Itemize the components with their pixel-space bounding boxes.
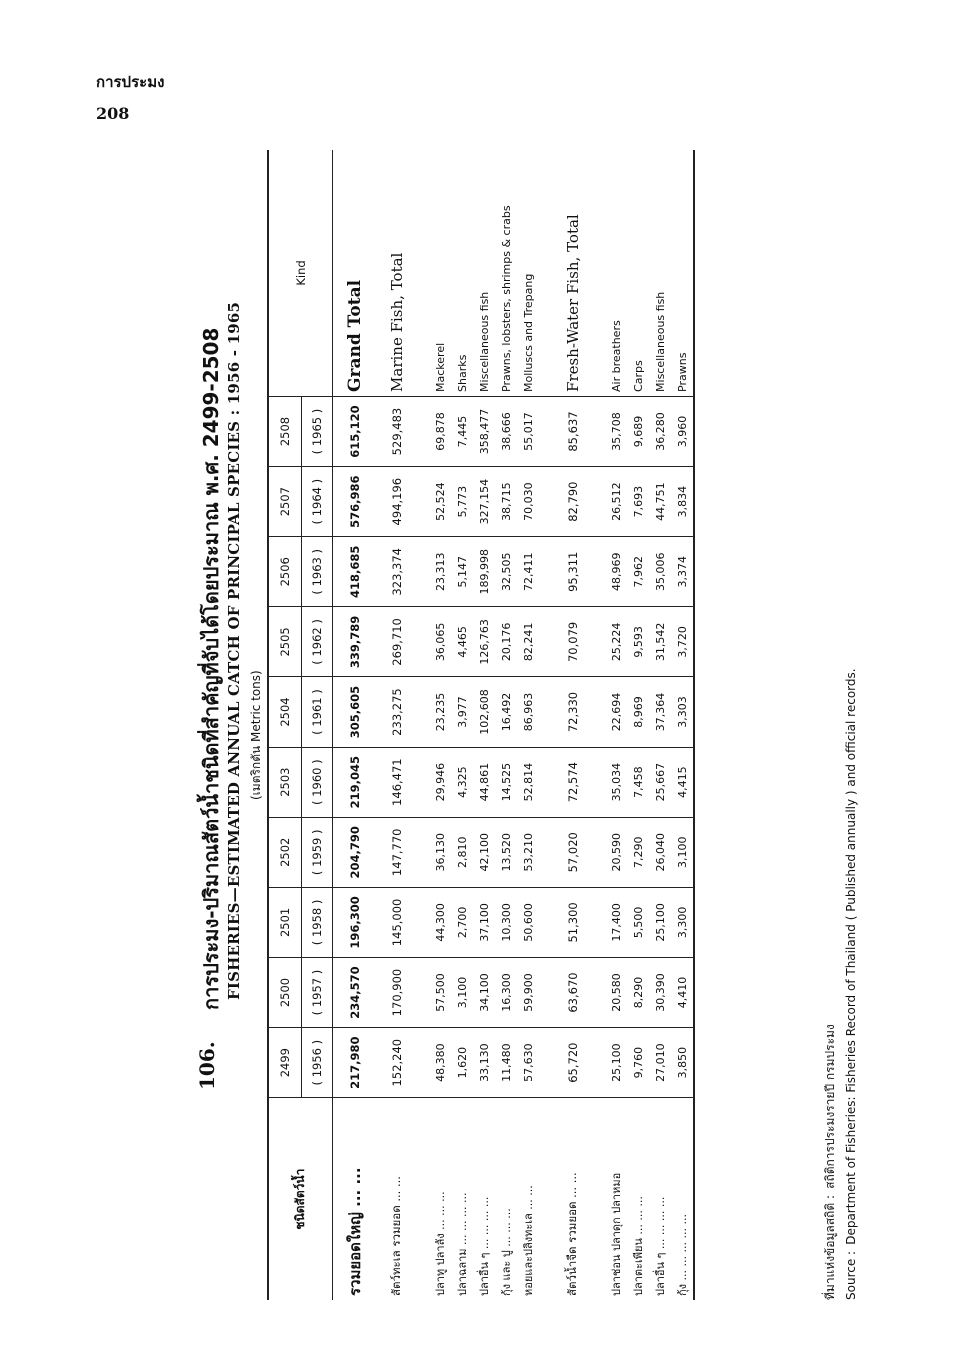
cell-value: 36,130 xyxy=(417,817,451,887)
cell-value: 36,065 xyxy=(417,607,451,677)
cell-value: 59,900 xyxy=(517,957,539,1027)
rotated-page-content xyxy=(195,120,915,1300)
cell-value: 86,963 xyxy=(517,677,539,747)
cell-value: 69,878 xyxy=(417,396,451,466)
cell-value: 189,998 xyxy=(473,537,495,607)
cell-value: 38,666 xyxy=(495,396,517,466)
kind-header-thai: ชนิดสัตว์น้ำ xyxy=(268,1098,333,1300)
cell-value: 323,374 xyxy=(377,537,417,607)
cell-value: 42,100 xyxy=(473,817,495,887)
cell-value: 44,861 xyxy=(473,747,495,817)
row-label-english: Molluscs and Trepang xyxy=(517,150,539,396)
table-row xyxy=(451,150,473,1300)
cell-value: 20,590 xyxy=(593,817,627,887)
cell-value: 102,608 xyxy=(473,677,495,747)
cell-value: 126,763 xyxy=(473,607,495,677)
cell-value: 11,480 xyxy=(495,1028,517,1098)
source-thai-text: สถิติการประมงรายปี กรมประมง xyxy=(823,1024,837,1189)
row-label-english: Sharks xyxy=(451,150,473,396)
year-be: 2508 xyxy=(268,396,302,466)
cell-value: 3,100 xyxy=(671,817,694,887)
cell-value: 30,390 xyxy=(649,957,671,1027)
cell-value: 25,100 xyxy=(649,887,671,957)
table-row xyxy=(649,150,671,1300)
cell-value: 146,471 xyxy=(377,747,417,817)
cell-value: 8,290 xyxy=(627,957,649,1027)
cell-value: 4,325 xyxy=(451,747,473,817)
row-label-thai: กุ้ง และ ปู ... ... ... xyxy=(495,1098,517,1300)
cell-value: 48,969 xyxy=(593,537,627,607)
cell-value: 33,130 xyxy=(473,1028,495,1098)
cell-value: 3,720 xyxy=(671,607,694,677)
cell-value: 23,313 xyxy=(417,537,451,607)
cell-value: 25,667 xyxy=(649,747,671,817)
cell-value: 23,235 xyxy=(417,677,451,747)
year-ad: ( 1963 ) xyxy=(302,537,333,607)
cell-value: 44,300 xyxy=(417,887,451,957)
cell-value: 13,520 xyxy=(495,817,517,887)
spacer-row xyxy=(539,150,553,1300)
cell-value: 52,814 xyxy=(517,747,539,817)
year-ad: ( 1961 ) xyxy=(302,677,333,747)
row-label-english: Prawns xyxy=(671,150,694,396)
year-ad: ( 1960 ) xyxy=(302,747,333,817)
cell-value: 3,960 xyxy=(671,396,694,466)
cell-value: 5,773 xyxy=(451,467,473,537)
table-number: 106. xyxy=(195,1041,219,1090)
table-title-english: FISHERIES—ESTIMATED ANNUAL CATCH OF PRINCIPAL SPECIES : 1956 - 1965 xyxy=(225,301,243,1000)
source-english-text: Department of Fisheries: Fisheries Record of Thailand ( Published annually ) and official records. xyxy=(844,668,858,1245)
cell-value: 57,020 xyxy=(553,817,593,887)
cell-value: 7,458 xyxy=(627,747,649,817)
cell-value: 26,040 xyxy=(649,817,671,887)
cell-value: 29,946 xyxy=(417,747,451,817)
cell-value: 4,415 xyxy=(671,747,694,817)
cell-value: 51,300 xyxy=(553,887,593,957)
cell-value: 2,700 xyxy=(451,887,473,957)
cell-value: 48,380 xyxy=(417,1028,451,1098)
table-row xyxy=(417,150,451,1300)
cell-value: 494,196 xyxy=(377,467,417,537)
cell-value: 3,850 xyxy=(671,1028,694,1098)
cell-value: 36,280 xyxy=(649,396,671,466)
year-ad: ( 1962 ) xyxy=(302,607,333,677)
source-english-label: Source xyxy=(844,1258,858,1300)
cell-value: 22,694 xyxy=(593,677,627,747)
table-row xyxy=(517,150,539,1300)
year-ad: ( 1958 ) xyxy=(302,887,333,957)
row-label-english: Marine Fish, Total xyxy=(377,150,417,396)
year-be: 2504 xyxy=(268,677,302,747)
cell-value: 3,100 xyxy=(451,957,473,1027)
year-ad: ( 1957 ) xyxy=(302,957,333,1027)
table-row xyxy=(671,150,694,1300)
cell-value: 170,900 xyxy=(377,957,417,1027)
cell-value: 35,708 xyxy=(593,396,627,466)
cell-value: 7,445 xyxy=(451,396,473,466)
cell-value: 20,176 xyxy=(495,607,517,677)
cell-value: 34,100 xyxy=(473,957,495,1027)
year-ad: ( 1964 ) xyxy=(302,467,333,537)
cell-value: 20,580 xyxy=(593,957,627,1027)
row-label-thai: ปลาอื่น ๆ ... ... ... ... xyxy=(649,1098,671,1300)
units-label: (เมตริกตัน Metric tons) xyxy=(249,670,263,800)
cell-value: 57,500 xyxy=(417,957,451,1027)
table-row xyxy=(495,150,517,1300)
year-ad: ( 1965 ) xyxy=(302,396,333,466)
table-body xyxy=(333,150,695,1300)
cell-value: 25,224 xyxy=(593,607,627,677)
table-title-thai: การประมง-ปริมาณสัตว์น้ำชนิดที่สำคัญที่จับได้โดยประมาณ พ.ศ. 2499-2508 xyxy=(199,327,223,1010)
cell-value: 65,720 xyxy=(553,1028,593,1098)
cell-value: 418,685 xyxy=(333,537,378,607)
cell-value: 219,045 xyxy=(333,747,378,817)
cell-value: 14,525 xyxy=(495,747,517,817)
cell-value: 234,570 xyxy=(333,957,378,1027)
cell-value: 82,790 xyxy=(553,467,593,537)
cell-value: 32,505 xyxy=(495,537,517,607)
year-be: 2500 xyxy=(268,957,302,1027)
cell-value: 7,290 xyxy=(627,817,649,887)
cell-value: 7,693 xyxy=(627,467,649,537)
cell-value: 35,006 xyxy=(649,537,671,607)
cell-value: 339,789 xyxy=(333,607,378,677)
cell-value: 3,834 xyxy=(671,467,694,537)
table-row xyxy=(333,150,378,1300)
cell-value: 82,241 xyxy=(517,607,539,677)
row-label-english: Mackerel xyxy=(417,150,451,396)
year-ad: ( 1956 ) xyxy=(302,1028,333,1098)
cell-value: 37,364 xyxy=(649,677,671,747)
year-ad: ( 1959 ) xyxy=(302,817,333,887)
table-row xyxy=(473,150,495,1300)
row-label-english: Fresh-Water Fish, Total xyxy=(553,150,593,396)
table-row xyxy=(627,150,649,1300)
table-row xyxy=(593,150,627,1300)
table-row xyxy=(553,150,593,1300)
cell-value: 152,240 xyxy=(377,1028,417,1098)
cell-value: 305,605 xyxy=(333,677,378,747)
cell-value: 10,300 xyxy=(495,887,517,957)
year-be: 2502 xyxy=(268,817,302,887)
row-label-thai: หอยและปลิงทะเล ... ... xyxy=(517,1098,539,1300)
header-row-be xyxy=(268,150,302,1300)
cell-value: 44,751 xyxy=(649,467,671,537)
cell-value: 16,300 xyxy=(495,957,517,1027)
cell-value: 615,120 xyxy=(333,396,378,466)
cell-value: 26,512 xyxy=(593,467,627,537)
row-label-english: Miscellaneous fish xyxy=(473,150,495,396)
cell-value: 3,977 xyxy=(451,677,473,747)
cell-value: 50,600 xyxy=(517,887,539,957)
source-thai: ที่มาแห่งข้อมูลสถิติ : สถิติการประมงรายปี กรมประมง xyxy=(820,668,841,1300)
cell-value: 52,524 xyxy=(417,467,451,537)
chapter-header: การประมง xyxy=(96,73,165,91)
source-note xyxy=(820,668,862,1300)
cell-value: 5,147 xyxy=(451,537,473,607)
cell-value: 72,411 xyxy=(517,537,539,607)
page-number: 208 xyxy=(96,104,130,123)
cell-value: 269,710 xyxy=(377,607,417,677)
cell-value: 327,154 xyxy=(473,467,495,537)
cell-value: 53,210 xyxy=(517,817,539,887)
cell-value: 16,492 xyxy=(495,677,517,747)
row-label-thai: รวมยอดใหญ่ ... ... xyxy=(333,1098,378,1300)
cell-value: 145,000 xyxy=(377,887,417,957)
cell-value: 358,477 xyxy=(473,396,495,466)
row-label-thai: ปลาช่อน ปลาดุก ปลาหมอ xyxy=(593,1098,627,1300)
row-label-english: Grand Total xyxy=(333,150,378,396)
cell-value: 27,010 xyxy=(649,1028,671,1098)
year-be: 2499 xyxy=(268,1028,302,1098)
row-label-thai: ปลาอื่น ๆ ... ... ... ... xyxy=(473,1098,495,1300)
cell-value: 31,542 xyxy=(649,607,671,677)
year-be: 2501 xyxy=(268,887,302,957)
catch-table xyxy=(267,150,695,1300)
year-be: 2505 xyxy=(268,607,302,677)
cell-value: 55,017 xyxy=(517,396,539,466)
row-label-english: Air breathers xyxy=(593,150,627,396)
cell-value: 70,030 xyxy=(517,467,539,537)
kind-header-english: Kind xyxy=(268,150,333,396)
cell-value: 38,715 xyxy=(495,467,517,537)
cell-value: 1,620 xyxy=(451,1028,473,1098)
cell-value: 196,300 xyxy=(333,887,378,957)
row-label-english: Miscellaneous fish xyxy=(649,150,671,396)
cell-value: 85,637 xyxy=(553,396,593,466)
row-label-thai: ปลาฉลาม ... ... ... ... xyxy=(451,1098,473,1300)
cell-value: 3,303 xyxy=(671,677,694,747)
source-english: Source : Department of Fisheries: Fisheries Record of Thailand ( Published annually ) and official records. xyxy=(841,668,862,1300)
cell-value: 35,034 xyxy=(593,747,627,817)
cell-value: 7,962 xyxy=(627,537,649,607)
row-label-thai: สัตว์ทะเล รวมยอด ... ... xyxy=(377,1098,417,1300)
source-thai-label: ที่มาแห่งข้อมูลสถิติ xyxy=(823,1202,837,1300)
cell-value: 204,790 xyxy=(333,817,378,887)
cell-value: 17,400 xyxy=(593,887,627,957)
row-label-thai: กุ้ง ... ... ... ... ... xyxy=(671,1098,694,1300)
year-be: 2506 xyxy=(268,537,302,607)
cell-value: 72,330 xyxy=(553,677,593,747)
cell-value: 63,670 xyxy=(553,957,593,1027)
row-label-thai: ปลาตะเพียน ... ... ... xyxy=(627,1098,649,1300)
cell-value: 233,275 xyxy=(377,677,417,747)
cell-value: 2,810 xyxy=(451,817,473,887)
cell-value: 37,100 xyxy=(473,887,495,957)
cell-value: 217,980 xyxy=(333,1028,378,1098)
cell-value: 3,374 xyxy=(671,537,694,607)
cell-value: 4,410 xyxy=(671,957,694,1027)
cell-value: 4,465 xyxy=(451,607,473,677)
cell-value: 70,079 xyxy=(553,607,593,677)
cell-value: 95,311 xyxy=(553,537,593,607)
cell-value: 9,760 xyxy=(627,1028,649,1098)
cell-value: 9,593 xyxy=(627,607,649,677)
row-label-english: Prawns, lobsters, shrimps & crabs xyxy=(495,150,517,396)
cell-value: 57,630 xyxy=(517,1028,539,1098)
cell-value: 25,100 xyxy=(593,1028,627,1098)
cell-value: 147,770 xyxy=(377,817,417,887)
cell-value: 9,689 xyxy=(627,396,649,466)
year-be: 2507 xyxy=(268,467,302,537)
row-label-thai: ปลาทู ปลาลัง ... ... ... xyxy=(417,1098,451,1300)
cell-value: 529,483 xyxy=(377,396,417,466)
cell-value: 72,574 xyxy=(553,747,593,817)
cell-value: 3,300 xyxy=(671,887,694,957)
cell-value: 576,986 xyxy=(333,467,378,537)
row-label-thai: สัตว์น้ำจืด รวมยอด ... ... xyxy=(553,1098,593,1300)
table-row xyxy=(377,150,417,1300)
year-be: 2503 xyxy=(268,747,302,817)
row-label-english: Carps xyxy=(627,150,649,396)
cell-value: 8,969 xyxy=(627,677,649,747)
cell-value: 5,500 xyxy=(627,887,649,957)
